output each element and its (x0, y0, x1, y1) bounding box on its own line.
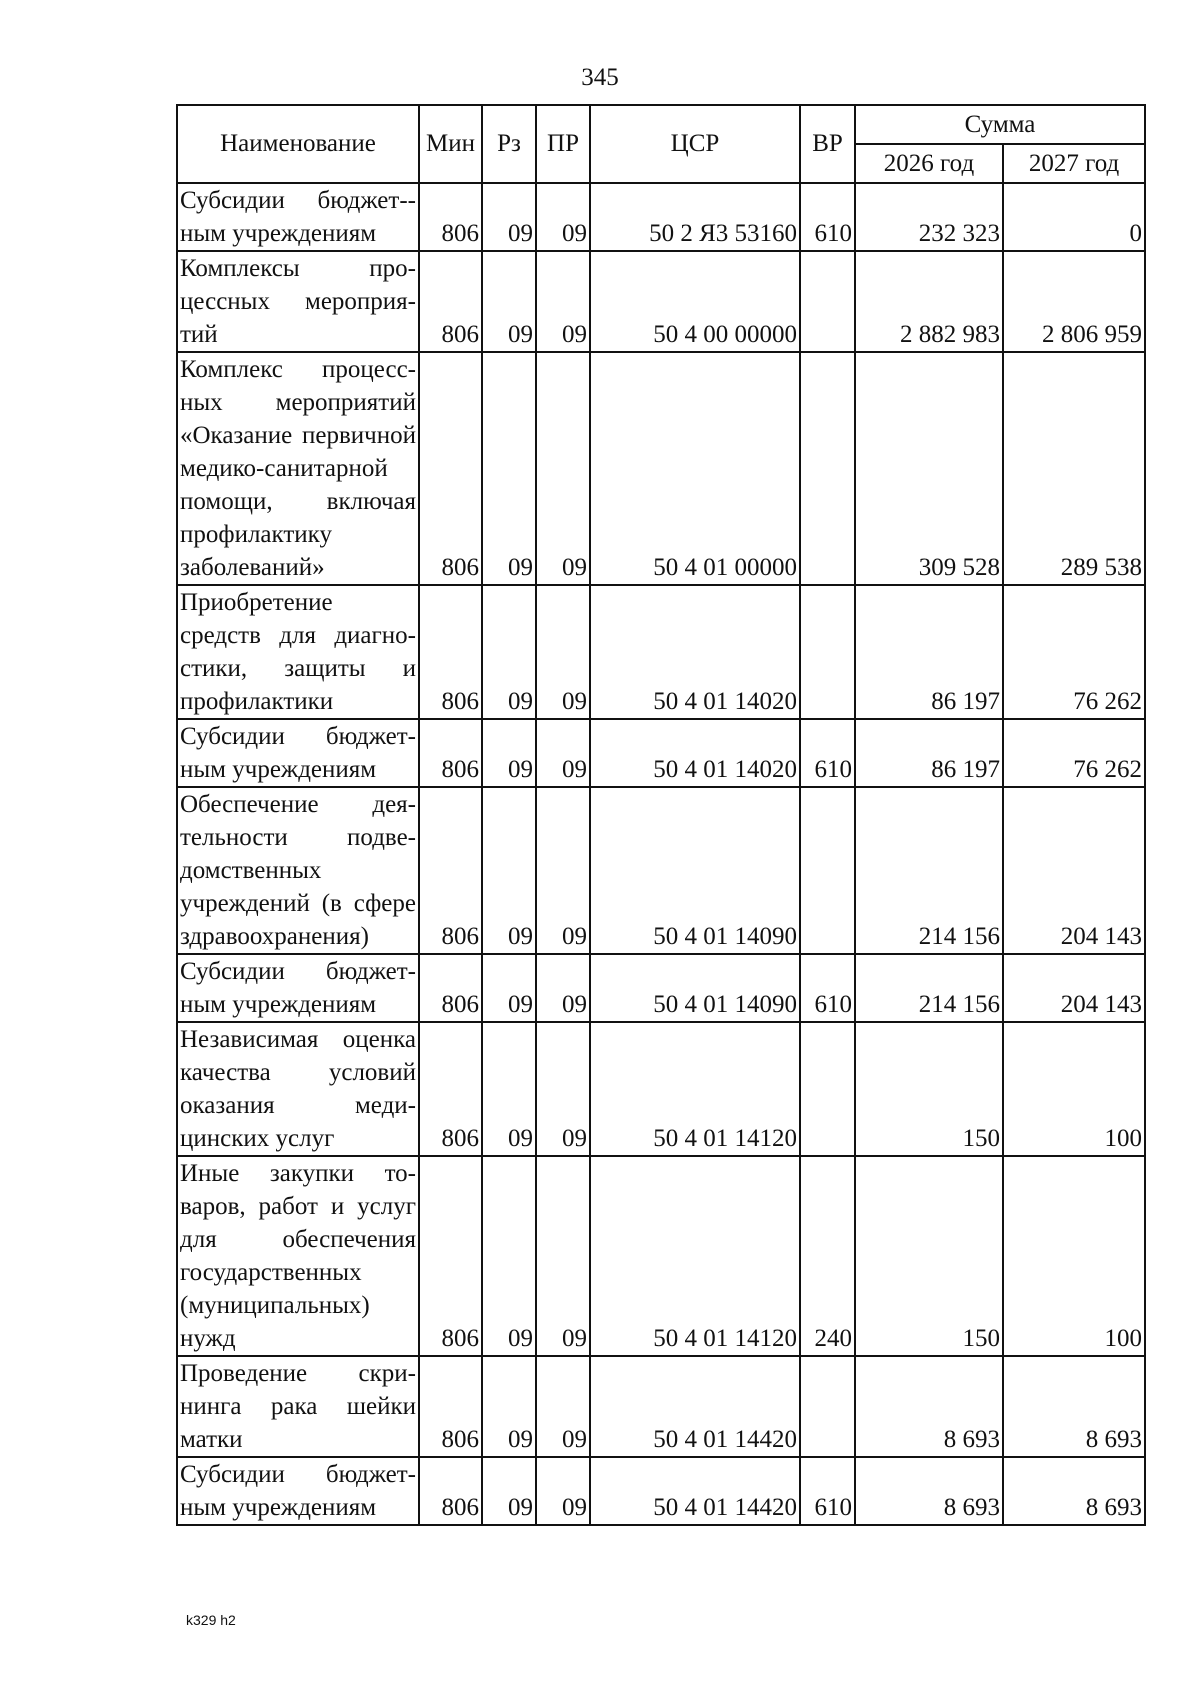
row-sum-2027: 204 143 (1003, 954, 1145, 1022)
row-pr: 09 (536, 954, 590, 1022)
table-row (177, 719, 1145, 787)
header-pr: ПР (536, 105, 590, 183)
row-sum-2026: 309 528 (855, 352, 1003, 585)
row-name: Проведение скрининга рака шейки матки (177, 1356, 419, 1457)
row-rz: 09 (482, 251, 536, 352)
row-pr: 09 (536, 787, 590, 954)
row-min: 806 (419, 585, 482, 719)
row-vr (800, 251, 855, 352)
row-sum-2026: 214 156 (855, 787, 1003, 954)
row-vr (800, 1022, 855, 1156)
row-sum-2026: 214 156 (855, 954, 1003, 1022)
row-sum-2026: 86 197 (855, 585, 1003, 719)
row-min: 806 (419, 954, 482, 1022)
row-rz: 09 (482, 719, 536, 787)
table-row (177, 1156, 1145, 1356)
row-sum-2026: 2 882 983 (855, 251, 1003, 352)
row-min: 806 (419, 183, 482, 251)
row-vr (800, 1356, 855, 1457)
header-min: Мин (419, 105, 482, 183)
row-csr: 50 4 01 14120 (590, 1022, 800, 1156)
footer-code: k329 h2 (186, 1612, 236, 1628)
row-sum-2026: 8 693 (855, 1356, 1003, 1457)
row-name: Субсидии бюджет-ным учреждениям (177, 183, 419, 251)
row-sum-2026: 86 197 (855, 719, 1003, 787)
page-number: 345 (581, 64, 619, 91)
header-sum: Сумма (855, 105, 1145, 144)
row-pr: 09 (536, 585, 590, 719)
row-sum-2027: 100 (1003, 1022, 1145, 1156)
table-row (177, 1457, 1145, 1525)
row-vr: 610 (800, 1457, 855, 1525)
table-row (177, 251, 1145, 352)
row-csr: 50 4 01 14020 (590, 719, 800, 787)
table-row (177, 1022, 1145, 1156)
row-csr: 50 4 01 14090 (590, 787, 800, 954)
row-name: Субсидии бюджетным учреждениям (177, 719, 419, 787)
row-pr: 09 (536, 1156, 590, 1356)
row-min: 806 (419, 1356, 482, 1457)
table-row (177, 352, 1145, 585)
row-csr: 50 4 01 14120 (590, 1156, 800, 1356)
row-min: 806 (419, 719, 482, 787)
row-name: Комплексы процессных мероприятий (177, 251, 419, 352)
row-pr: 09 (536, 719, 590, 787)
row-sum-2026: 8 693 (855, 1457, 1003, 1525)
row-rz: 09 (482, 585, 536, 719)
header-csr: ЦСР (590, 105, 800, 183)
row-rz: 09 (482, 1457, 536, 1525)
row-csr: 50 4 01 14420 (590, 1457, 800, 1525)
row-csr: 50 4 01 14420 (590, 1356, 800, 1457)
row-name: Независимая оценка качества условий оказания медицинских услуг (177, 1022, 419, 1156)
row-rz: 09 (482, 352, 536, 585)
row-rz: 09 (482, 954, 536, 1022)
header-year-2026: 2026 год (855, 144, 1003, 183)
row-name: Комплекс процессных мероприятий «Оказание первичной медико-санитарной помощи, включая профилактику заболеваний» (177, 352, 419, 585)
row-sum-2026: 150 (855, 1156, 1003, 1356)
row-vr (800, 787, 855, 954)
row-min: 806 (419, 251, 482, 352)
row-sum-2027: 2 806 959 (1003, 251, 1145, 352)
row-sum-2026: 232 323 (855, 183, 1003, 251)
row-sum-2027: 8 693 (1003, 1356, 1145, 1457)
row-pr: 09 (536, 251, 590, 352)
row-sum-2027: 8 693 (1003, 1457, 1145, 1525)
table-row (177, 183, 1145, 251)
row-sum-2026: 150 (855, 1022, 1003, 1156)
row-min: 806 (419, 352, 482, 585)
row-name: Субсидии бюджетным учреждениям (177, 1457, 419, 1525)
budget-table (176, 104, 1146, 1526)
row-name: Приобретение средств для диагностики, защиты и профилактики (177, 585, 419, 719)
row-min: 806 (419, 1022, 482, 1156)
row-sum-2027: 76 262 (1003, 719, 1145, 787)
row-sum-2027: 204 143 (1003, 787, 1145, 954)
row-csr: 50 4 00 00000 (590, 251, 800, 352)
row-rz: 09 (482, 1356, 536, 1457)
header-rz: Рз (482, 105, 536, 183)
row-min: 806 (419, 787, 482, 954)
row-rz: 09 (482, 1156, 536, 1356)
row-name: Иные закупки товаров, работ и услуг для обеспечения государственных (муниципальных) нужд (177, 1156, 419, 1356)
row-vr: 610 (800, 954, 855, 1022)
row-vr (800, 585, 855, 719)
row-pr: 09 (536, 352, 590, 585)
row-sum-2027: 289 538 (1003, 352, 1145, 585)
row-name: Обеспечение деятельности подведомственных учреждений (в сфере здравоохранения) (177, 787, 419, 954)
row-rz: 09 (482, 787, 536, 954)
row-csr: 50 4 01 14020 (590, 585, 800, 719)
row-sum-2027: 100 (1003, 1156, 1145, 1356)
row-min: 806 (419, 1156, 482, 1356)
row-vr (800, 352, 855, 585)
table-row (177, 954, 1145, 1022)
header-name: Наименование (177, 105, 419, 183)
row-sum-2027: 76 262 (1003, 585, 1145, 719)
row-csr: 50 2 Я3 53160 (590, 183, 800, 251)
header-row (177, 105, 1145, 144)
row-pr: 09 (536, 1457, 590, 1525)
row-vr: 610 (800, 183, 855, 251)
row-min: 806 (419, 1457, 482, 1525)
row-name: Субсидии бюджетным учреждениям (177, 954, 419, 1022)
table-row (177, 787, 1145, 954)
row-csr: 50 4 01 00000 (590, 352, 800, 585)
row-pr: 09 (536, 1356, 590, 1457)
table-row (177, 585, 1145, 719)
row-vr: 610 (800, 719, 855, 787)
row-rz: 09 (482, 1022, 536, 1156)
row-rz: 09 (482, 183, 536, 251)
row-csr: 50 4 01 14090 (590, 954, 800, 1022)
row-pr: 09 (536, 1022, 590, 1156)
table-row (177, 1356, 1145, 1457)
header-year-2027: 2027 год (1003, 144, 1145, 183)
row-vr: 240 (800, 1156, 855, 1356)
row-sum-2027: 0 (1003, 183, 1145, 251)
row-pr: 09 (536, 183, 590, 251)
header-vr: ВР (800, 105, 855, 183)
